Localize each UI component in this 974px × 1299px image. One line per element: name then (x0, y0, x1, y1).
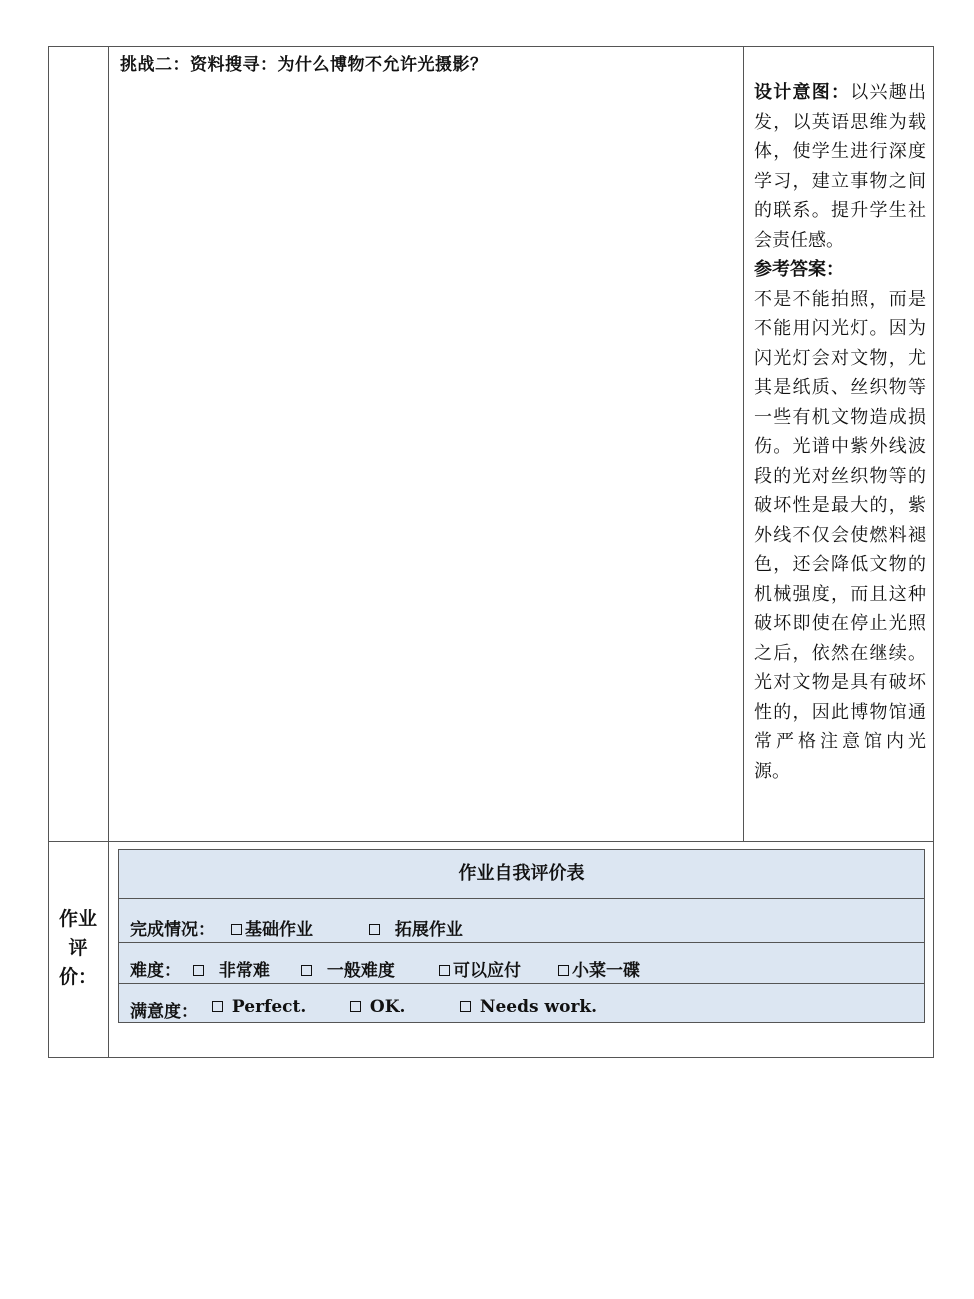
reference-answer-label: 参考答案： (754, 259, 844, 280)
left-column-divider (108, 46, 109, 1058)
option-label: Needs work. (479, 997, 598, 1017)
option-label: 小菜一碟 (572, 961, 640, 981)
checkbox[interactable] (460, 1001, 471, 1012)
difficulty-option-manageable[interactable] (439, 956, 521, 981)
reference-answer-text: 不是不能拍照，而是不能用闪光灯。因为闪光灯会对文物，尤其是纸质、丝织物等一些有机文物造成损伤。光谱中紫外线波段的光对丝织物等的破坏性是最大的，紫外线不仅会使燃料褪色，还会降低文物的机械强度，而且这种破坏即使在停止光照之后，依然在继续。光对文物是具有破坏性的，因此博物馆通常严格注意馆内光源。 (754, 288, 926, 782)
notes-column-divider (743, 46, 744, 842)
row-divider (48, 841, 934, 842)
satisfaction-option-ok[interactable] (350, 997, 405, 1017)
difficulty-option-moderate[interactable] (301, 956, 395, 981)
checkbox[interactable] (212, 1001, 223, 1012)
checkbox[interactable] (231, 924, 242, 935)
design-intent-text: 以兴趣出发，以英语思维为载体，使学生进行深度学习，建立事物之间的联系。提升学生社会责任感。 (754, 82, 926, 251)
side-notes (754, 78, 926, 786)
satisfaction-option-perfect[interactable] (212, 997, 306, 1017)
option-label: 基础作业 (245, 920, 313, 940)
option-label: 非常难 (218, 961, 270, 981)
option-label: OK. (369, 997, 406, 1017)
satisfaction-option-needs-work[interactable] (460, 997, 597, 1017)
completion-option-extended[interactable] (369, 915, 463, 940)
design-intent-label: 设计意图： (754, 82, 851, 103)
checkbox[interactable] (301, 965, 312, 976)
difficulty-option-very-hard[interactable] (193, 956, 270, 981)
satisfaction-label: 满意度： (130, 1002, 198, 1022)
checkbox[interactable] (558, 965, 569, 976)
self-evaluation-title: 作业自我评价表 (458, 863, 585, 884)
option-label: 可以应付 (453, 961, 521, 981)
checkbox[interactable] (439, 965, 450, 976)
option-label: Perfect. (231, 997, 307, 1017)
checkbox[interactable] (350, 1001, 361, 1012)
checkbox[interactable] (193, 965, 204, 976)
self-evaluation-table (118, 849, 925, 1023)
evaluation-row-label (56, 905, 100, 992)
completion-row (119, 898, 924, 942)
design-intent (754, 78, 926, 255)
option-label: 一般难度 (326, 961, 395, 981)
difficulty-label: 难度： (130, 961, 181, 981)
satisfaction-row (119, 983, 924, 1023)
completion-option-basic[interactable] (231, 915, 313, 940)
completion-label: 完成情况： (130, 920, 215, 940)
challenge-title: 挑战二：资料搜寻：为什么博物不允许光摄影？ (120, 55, 488, 75)
checkbox[interactable] (369, 924, 380, 935)
difficulty-option-easy[interactable] (558, 956, 640, 981)
option-label: 拓展作业 (394, 920, 463, 940)
evaluation-label: 作业评价： (58, 908, 97, 988)
difficulty-row (119, 942, 924, 983)
